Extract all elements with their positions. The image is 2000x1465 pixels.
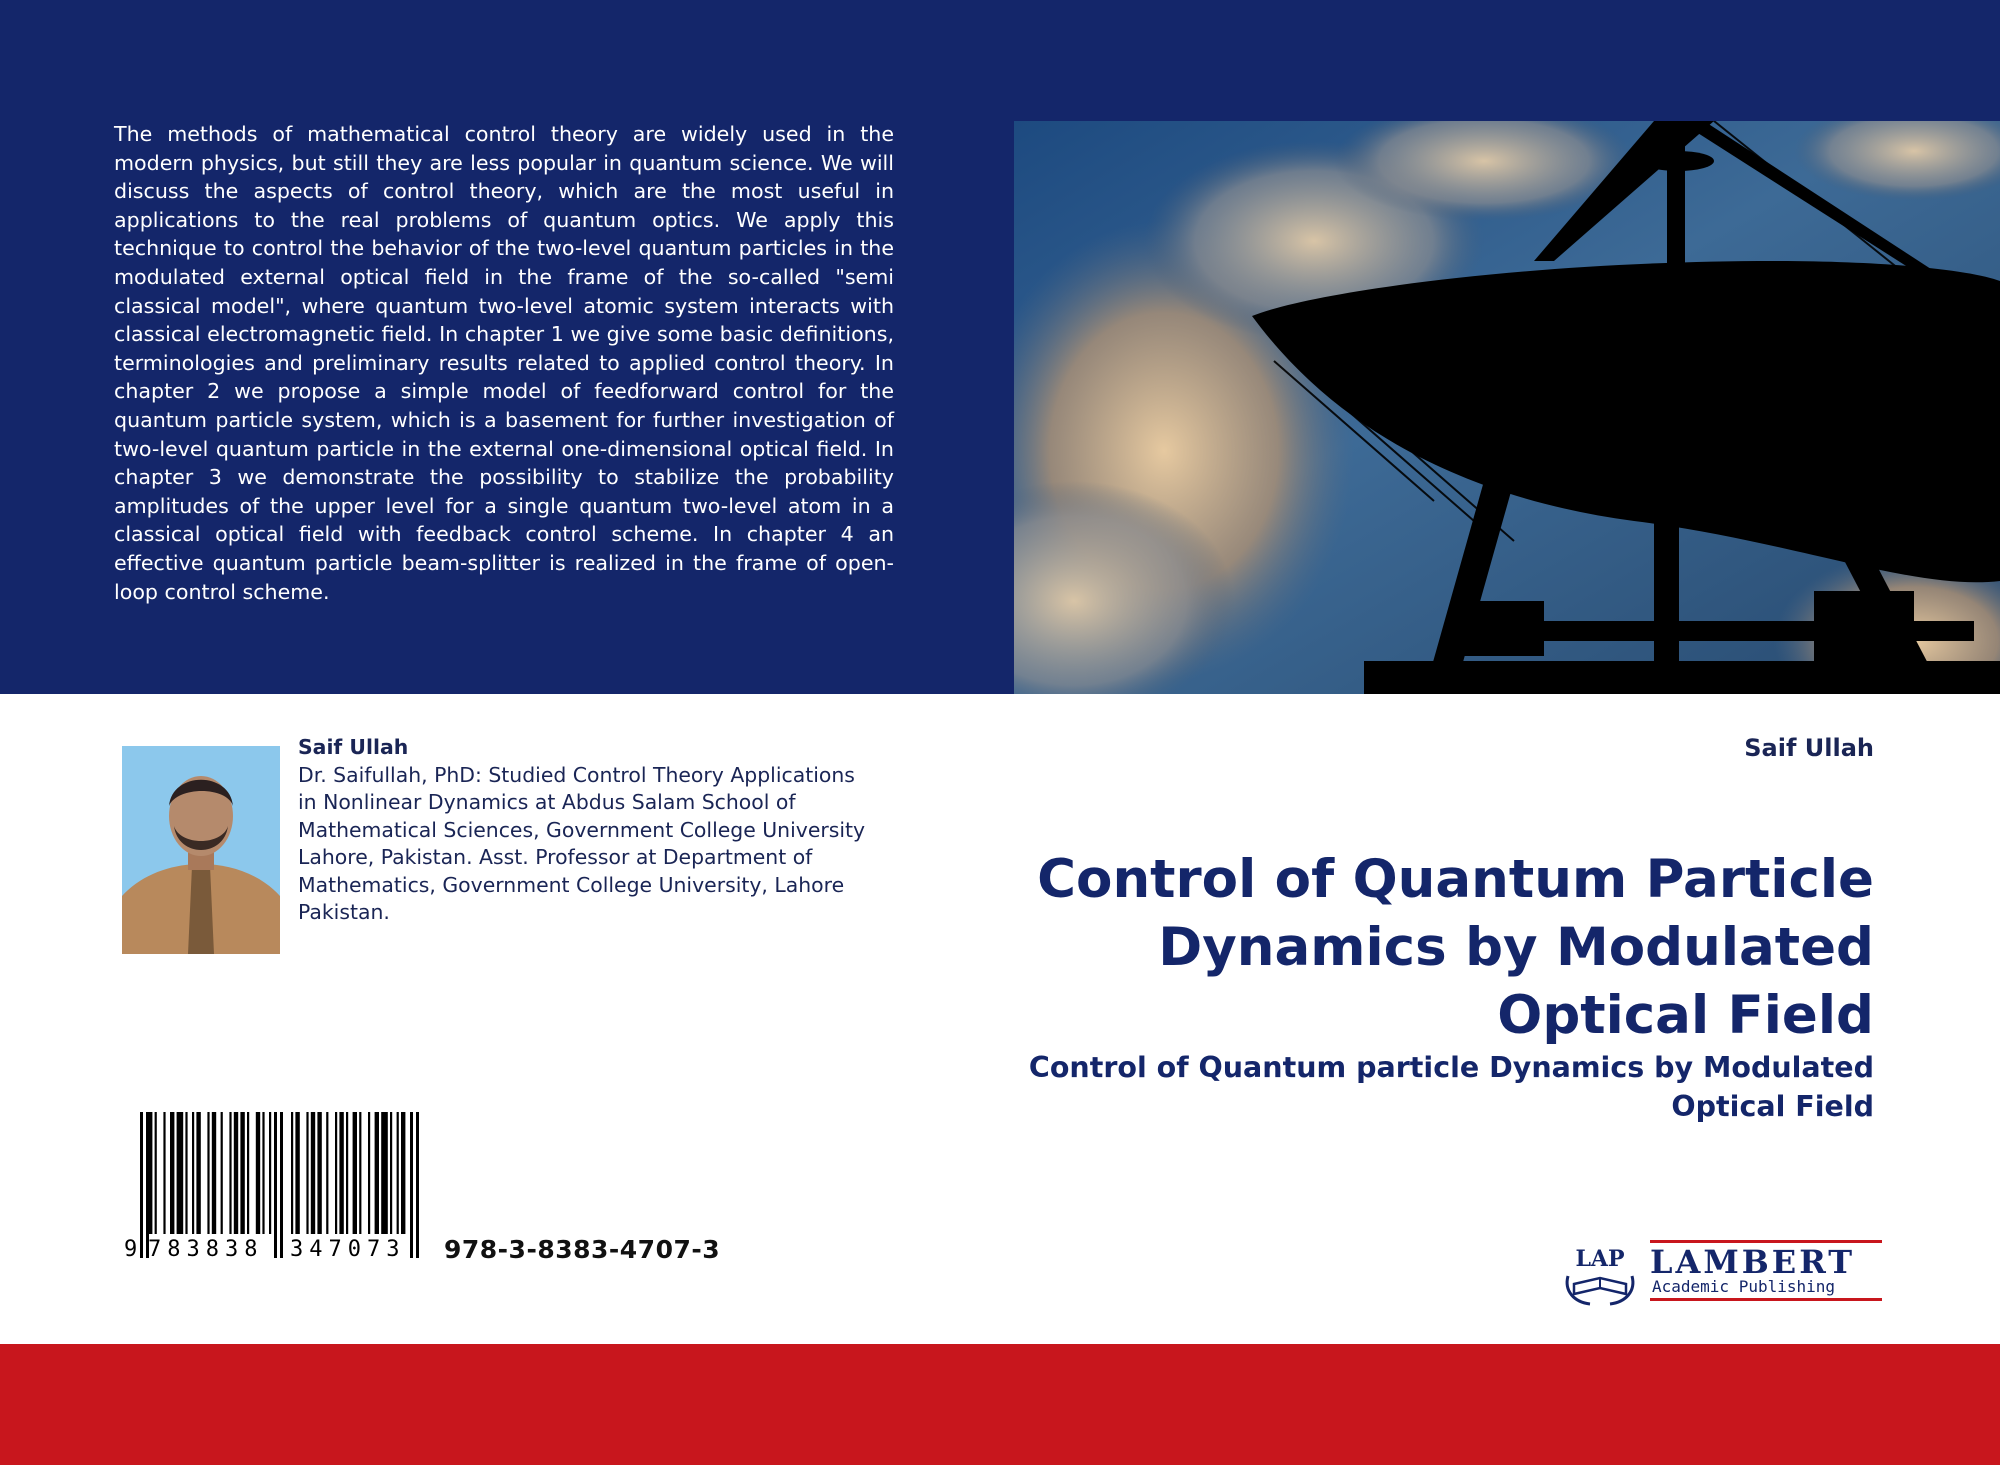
radio-telescope-dish-silhouette-icon [1014, 121, 2000, 694]
isbn-text: 978-3-8383-4707-3 [444, 1235, 721, 1264]
author-bio-text: Dr. Saifullah, PhD: Studied Control Theory Applications in Nonlinear Dynamics at Abdus Salam School of Mathematical Sciences, Government College University Lahore, Pakistan. Asst. Professor at Department of Mathematics, Government College University, Lahore Pakistan. [298, 762, 866, 924]
book-title: Control of Quantum Particle Dynamics by Modulated Optical Field [1037, 849, 1874, 1046]
book-subtitle: Control of Quantum particle Dynamics by Modulated Optical Field [1028, 1051, 1874, 1123]
cover-photo [1014, 121, 2000, 694]
author-portrait-icon [122, 746, 280, 954]
back-cover-blurb: The methods of mathematical control theory are widely used in the modern physics, but still they are less popular in quantum science. We will discuss the aspects of control theory, which are the most useful in applications to the real problems of quantum optics. We apply this technique to control the behavior of the two-level quantum particles in the modulated external optical field in the frame of the so-called "semi classical model", where quantum two-level atomic system interacts with classical electromagnetic field. In chapter 1 we give some basic definitions, terminologies and preliminary results related to applied control theory. In chapter 2 we propose a simple model of feedforward control for the quantum particle system, which is a basement for further investigation of two-level quantum particle in the external one-dimensional optical field. In chapter 3 we demonstrate the possibility to stabilize the probability amplitudes of the upper level for a single quantum two-level atom in a classical optical field with feedback control scheme. In chapter 4 an effective quantum particle beam-splitter is realized in the frame of open- loop control scheme. [114, 122, 894, 604]
barcode-digit-lead: 9 [124, 1237, 138, 1262]
barcode-icon [118, 1112, 438, 1272]
publisher-name: LAMBERT [1650, 1243, 1856, 1281]
author-bio-name: Saif Ullah [298, 735, 409, 759]
author-bio [298, 734, 878, 927]
open-book-laurel-icon [1560, 1236, 1885, 1306]
publisher-tagline: Academic Publishing [1652, 1277, 1836, 1296]
publisher-logo [1560, 1236, 1885, 1306]
publisher-mark: LAP [1575, 1246, 1625, 1272]
bottom-red-band [0, 1344, 2000, 1465]
barcode-digits-left: 783838 [148, 1237, 264, 1262]
barcode-digits-right: 347073 [290, 1237, 406, 1262]
front-cover-author: Saif Ullah [1744, 734, 1874, 762]
author-photo [122, 746, 280, 954]
